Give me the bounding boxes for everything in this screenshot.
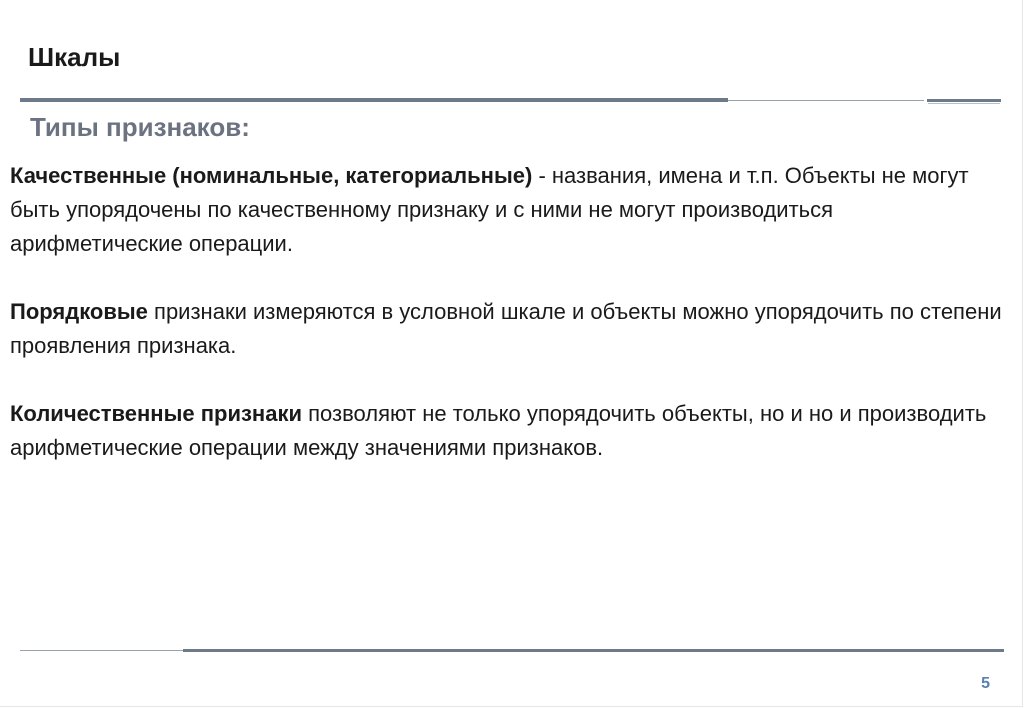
- slide-body: [10, 159, 1010, 465]
- paragraph-ordinal: [10, 295, 1010, 363]
- paragraph-qualitative: [10, 159, 1010, 261]
- page-number: 5: [981, 675, 990, 692]
- paragraph-lead: Качественные (номинальные, категориальные): [10, 163, 533, 188]
- title-divider: [20, 98, 728, 102]
- paragraph-text: позволяют не только упорядочить объекты, но и но и производить арифметические операции между значениями признаков.: [10, 401, 987, 460]
- title-divider-thin: [728, 100, 924, 101]
- paragraph-quantitative: [10, 397, 1010, 465]
- slide-title: Шкалы: [28, 42, 121, 72]
- paragraph-lead: Количественные признаки: [10, 401, 302, 426]
- title-divider-accent: [927, 99, 1001, 102]
- paragraph-text: признаки измеряются в условной шкале и объекты можно упорядочить по степени проявления признака.: [10, 299, 1002, 358]
- paragraph-lead: Порядковые: [10, 299, 148, 324]
- slide-subtitle: Типы признаков:: [30, 112, 250, 142]
- footer-divider: [183, 649, 1004, 652]
- footer-divider-thin: [20, 650, 183, 651]
- paragraph-text: - названия, имена и т.п. Объекты не могут быть упорядочены по качественному признаку и с ними не могут производиться арифметические операции.: [10, 163, 969, 256]
